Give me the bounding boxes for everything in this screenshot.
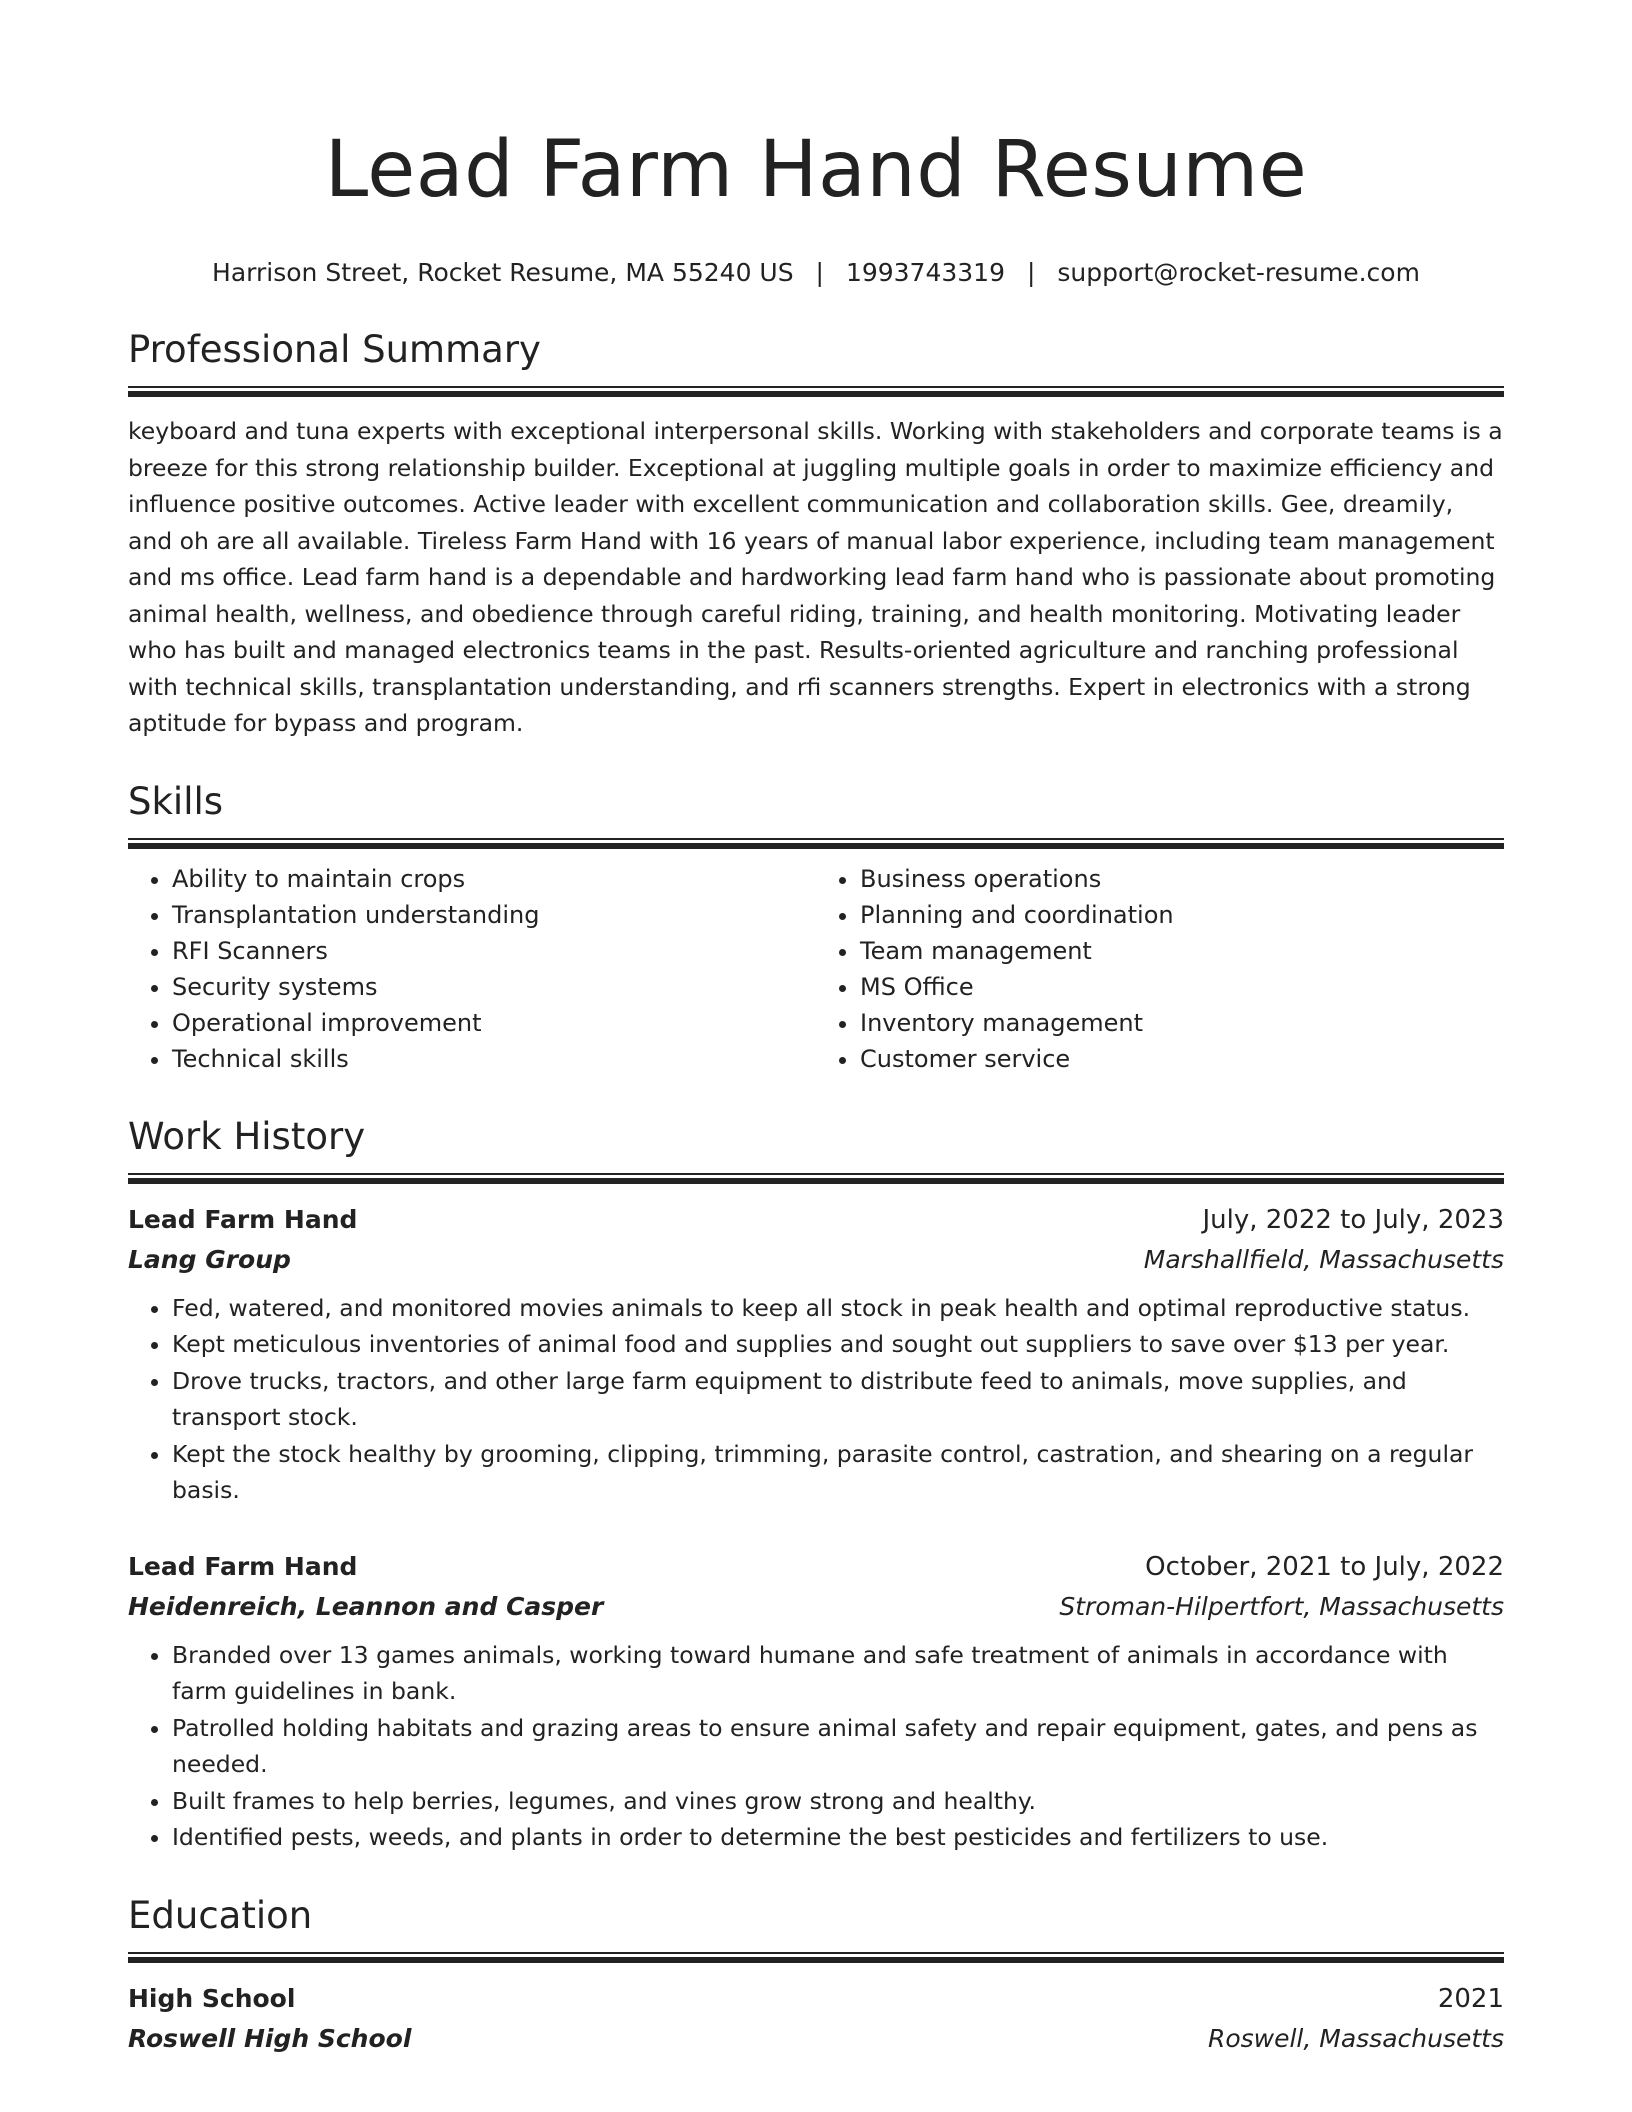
section-divider <box>128 1952 1504 1963</box>
job-header-row <box>128 1200 1504 1240</box>
job-bullets <box>128 1637 1504 1856</box>
skill-item: • RFI Scanners <box>172 933 816 969</box>
job-bullet: • Kept meticulous inventories of animal food and supplies and sought out suppliers to save over $13 per year. <box>172 1326 1504 1363</box>
skills-list-left <box>128 861 816 1077</box>
contact-phone: 1993743319 <box>845 258 1005 287</box>
job-location: Marshallfield, Massachusetts <box>1143 1244 1504 1274</box>
job-role: Lead Farm Hand <box>128 1204 358 1234</box>
job-bullet: • Kept the stock healthy by grooming, clipping, trimming, parasite control, castration, and shearing on a regular basis. <box>172 1436 1504 1509</box>
job-company: Lang Group <box>128 1244 291 1274</box>
skills-list-right <box>816 861 1504 1077</box>
job-role: Lead Farm Hand <box>128 1551 358 1581</box>
education-section <box>128 1892 1504 2059</box>
job-company-row <box>128 1240 1504 1280</box>
job-location: Stroman-Hilpertfort, Massachusetts <box>1059 1591 1504 1621</box>
skills-heading: Skills <box>128 779 224 823</box>
summary-text: keyboard and tuna experts with exceptional interpersonal skills. Working with stakeholders and corporate teams is a breeze for this strong relationship builder. Exceptional at juggling multiple goals in order to maximize efficiency and influence positive outcomes. Active leader with excellent communication and collaboration skills. Gee, dreamily, and oh are all available. Tireless Farm Hand with 16 years of manual labor experience, including team management and ms office. Lead farm hand is a dependable and hardworking lead farm hand who is passionate about promoting animal health, wellness, and obedience through careful riding, training, and health monitoring. Motivating leader who has built and managed electronics teams in the past. Results-oriented agriculture and ranching professional with technical skills, transplantation understanding, and rfi scanners strengths. Expert in electronics with a strong aptitude for bypass and program. <box>128 417 1503 737</box>
skill-item: • Ability to maintain crops <box>172 861 816 897</box>
job-dates: October, 2021 to July, 2022 <box>1145 1551 1504 1582</box>
job-entry <box>128 1200 1504 1509</box>
contact-line <box>128 256 1504 290</box>
job-company-row <box>128 1587 1504 1627</box>
skill-item: • Planning and coordination <box>860 897 1504 933</box>
contact-separator: | <box>815 258 824 287</box>
work-section <box>128 1113 1504 1856</box>
skill-item: • Customer service <box>860 1041 1504 1077</box>
summary-section <box>128 326 1504 742</box>
job-bullets <box>128 1290 1504 1509</box>
skill-item: • Technical skills <box>172 1041 816 1077</box>
skill-item: • Business operations <box>860 861 1504 897</box>
skill-item: • Operational improvement <box>172 1005 816 1041</box>
education-heading: Education <box>128 1893 313 1937</box>
education-school-row <box>128 2019 1504 2059</box>
job-bullet: • Drove trucks, tractors, and other large farm equipment to distribute feed to animals, move supplies, and transport stock. <box>172 1363 1504 1436</box>
contact-email: support@rocket-resume.com <box>1057 258 1420 287</box>
job-bullet: • Branded over 13 games animals, working toward humane and safe treatment of animals in accordance with farm guidelines in bank. <box>172 1637 1504 1710</box>
skill-item: • Inventory management <box>860 1005 1504 1041</box>
contact-separator: | <box>1026 258 1036 287</box>
job-dates: July, 2022 to July, 2023 <box>1202 1204 1504 1235</box>
job-bullet: • Patrolled holding habitats and grazing areas to ensure animal safety and repair equipment, gates, and pens as needed. <box>172 1710 1504 1783</box>
job-bullet: • Identified pests, weeds, and plants in order to determine the best pesticides and fertilizers to use. <box>172 1819 1504 1856</box>
work-heading: Work History <box>128 1114 366 1158</box>
education-location: Roswell, Massachusetts <box>1207 2023 1504 2053</box>
section-divider <box>128 1173 1504 1184</box>
education-year: 2021 <box>1437 1983 1504 2014</box>
resume-title: Lead Farm Hand Resume <box>324 125 1308 215</box>
job-bullet: • Built frames to help berries, legumes, and vines grow strong and healthy. <box>172 1783 1504 1820</box>
skills-columns <box>128 861 1504 1077</box>
contact-address: Harrison Street, Rocket Resume, MA 55240 US <box>212 258 794 287</box>
skill-item: • Team management <box>860 933 1504 969</box>
education-school: Roswell High School <box>128 2023 412 2053</box>
job-entry <box>128 1547 1504 1856</box>
section-divider <box>128 386 1504 397</box>
education-entry <box>128 1979 1504 2059</box>
section-divider <box>128 838 1504 849</box>
job-bullet: • Fed, watered, and monitored movies animals to keep all stock in peak health and optimal reproductive status. <box>172 1290 1504 1327</box>
education-header-row <box>128 1979 1504 2019</box>
skill-item: • Transplantation understanding <box>172 897 816 933</box>
summary-heading: Professional Summary <box>128 328 541 371</box>
skill-item: • MS Office <box>860 969 1504 1005</box>
skill-item: • Security systems <box>172 969 816 1005</box>
education-degree: High School <box>128 1983 296 2013</box>
job-header-row <box>128 1547 1504 1587</box>
job-company: Heidenreich, Leannon and Casper <box>128 1591 604 1621</box>
skills-section <box>128 778 1504 1077</box>
